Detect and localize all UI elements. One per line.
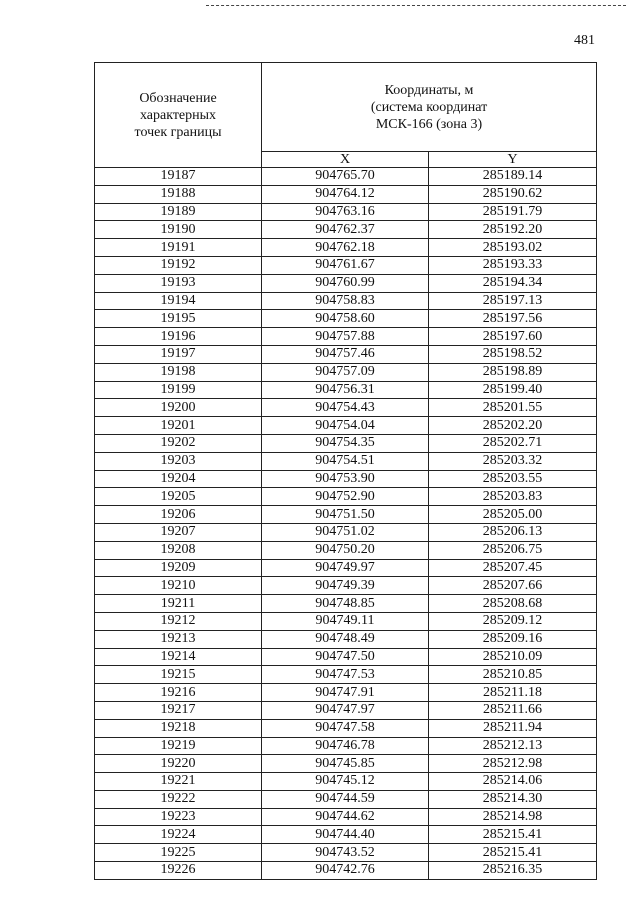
- y-coordinate-cell: 285194.34: [429, 274, 597, 292]
- y-coordinate-cell: 285203.32: [429, 452, 597, 470]
- y-coordinate-cell: 285210.09: [429, 648, 597, 666]
- table-row: [95, 541, 597, 559]
- table-row: [95, 274, 597, 292]
- point-id-cell: 19208: [95, 541, 262, 559]
- point-id-cell: 19189: [95, 203, 262, 221]
- points-header-line: характерных: [139, 107, 217, 123]
- y-coordinate-cell: 285211.18: [429, 684, 597, 702]
- table-row: [95, 595, 597, 613]
- table-row: [95, 648, 597, 666]
- point-id-cell: 19219: [95, 737, 262, 755]
- y-coordinate-cell: 285190.62: [429, 185, 597, 203]
- x-coordinate-cell: 904762.18: [262, 239, 429, 257]
- coordinates-header-line: Координаты, м: [384, 82, 474, 98]
- table-row: [95, 452, 597, 470]
- table-row: [95, 434, 597, 452]
- table-row: [95, 577, 597, 595]
- table-row: [95, 773, 597, 791]
- x-coordinate-cell: 904757.09: [262, 363, 429, 381]
- x-coordinate-cell: 904747.91: [262, 684, 429, 702]
- top-dashed-rule: [206, 5, 626, 6]
- x-coordinate-cell: 904756.31: [262, 381, 429, 399]
- x-coordinate-cell: 904754.04: [262, 417, 429, 435]
- x-coordinate-cell: 904749.39: [262, 577, 429, 595]
- point-id-cell: 19198: [95, 363, 262, 381]
- y-coordinate-cell: 285202.20: [429, 417, 597, 435]
- y-coordinate-cell: 285203.83: [429, 488, 597, 506]
- point-id-cell: 19220: [95, 755, 262, 773]
- table-row: [95, 310, 597, 328]
- y-coordinate-cell: 285199.40: [429, 381, 597, 399]
- point-id-cell: 19209: [95, 559, 262, 577]
- y-coordinate-cell: 285210.85: [429, 666, 597, 684]
- y-coordinate-cell: 285201.55: [429, 399, 597, 417]
- y-coordinate-cell: 285212.98: [429, 755, 597, 773]
- x-coordinate-cell: 904754.51: [262, 452, 429, 470]
- y-coordinate-cell: 285193.33: [429, 256, 597, 274]
- table-row: [95, 559, 597, 577]
- table-row: [95, 328, 597, 346]
- y-coordinate-cell: 285197.56: [429, 310, 597, 328]
- x-coordinate-cell: 904742.76: [262, 862, 429, 880]
- y-coordinate-cell: 285192.20: [429, 221, 597, 239]
- point-id-cell: 19187: [95, 168, 262, 186]
- y-coordinate-cell: 285214.30: [429, 790, 597, 808]
- y-coordinate-cell: 285205.00: [429, 506, 597, 524]
- y-coordinate-cell: 285191.79: [429, 203, 597, 221]
- point-id-cell: 19214: [95, 648, 262, 666]
- point-id-cell: 19203: [95, 452, 262, 470]
- y-coordinate-cell: 285211.94: [429, 719, 597, 737]
- x-coordinate-cell: 904749.97: [262, 559, 429, 577]
- table-row: [95, 862, 597, 880]
- y-coordinate-cell: 285212.13: [429, 737, 597, 755]
- point-id-cell: 19218: [95, 719, 262, 737]
- point-id-cell: 19223: [95, 808, 262, 826]
- x-coordinate-cell: 904747.50: [262, 648, 429, 666]
- table-row: [95, 363, 597, 381]
- table-row: [95, 417, 597, 435]
- x-coordinate-cell: 904752.90: [262, 488, 429, 506]
- y-coordinate-cell: 285216.35: [429, 862, 597, 880]
- point-id-cell: 19205: [95, 488, 262, 506]
- table-row: [95, 666, 597, 684]
- table-row: [95, 790, 597, 808]
- x-coordinate-cell: 904743.52: [262, 844, 429, 862]
- y-coordinate-cell: 285202.71: [429, 434, 597, 452]
- y-coordinate-cell: 285208.68: [429, 595, 597, 613]
- coordinates-header-line: (система координат: [370, 99, 488, 115]
- y-coordinate-cell: 285198.52: [429, 345, 597, 363]
- x-coordinate-cell: 904753.90: [262, 470, 429, 488]
- coordinates-column-header: [262, 63, 597, 152]
- table-row: [95, 256, 597, 274]
- point-id-cell: 19206: [95, 506, 262, 524]
- x-coordinate-cell: 904764.12: [262, 185, 429, 203]
- point-id-cell: 19224: [95, 826, 262, 844]
- point-id-cell: 19217: [95, 701, 262, 719]
- table-row: [95, 239, 597, 257]
- point-id-cell: 19212: [95, 612, 262, 630]
- x-coordinate-cell: 904754.43: [262, 399, 429, 417]
- x-coordinate-cell: 904762.37: [262, 221, 429, 239]
- point-id-cell: 19197: [95, 345, 262, 363]
- table-row: [95, 523, 597, 541]
- point-id-cell: 19200: [95, 399, 262, 417]
- x-coordinate-cell: 904750.20: [262, 541, 429, 559]
- point-id-cell: 19210: [95, 577, 262, 595]
- point-id-cell: 19207: [95, 523, 262, 541]
- y-coordinate-cell: 285207.45: [429, 559, 597, 577]
- y-coordinate-cell: 285197.60: [429, 328, 597, 346]
- y-coordinate-cell: 285209.16: [429, 630, 597, 648]
- x-coordinate-cell: 904754.35: [262, 434, 429, 452]
- point-id-cell: 19226: [95, 862, 262, 880]
- table-row: [95, 168, 597, 186]
- point-id-cell: 19225: [95, 844, 262, 862]
- table-row: [95, 630, 597, 648]
- y-column-header: Y: [429, 152, 597, 168]
- y-coordinate-cell: 285214.06: [429, 773, 597, 791]
- table-row: [95, 755, 597, 773]
- coordinates-table: [94, 62, 597, 880]
- points-column-header: [95, 63, 262, 168]
- x-coordinate-cell: 904746.78: [262, 737, 429, 755]
- point-id-cell: 19188: [95, 185, 262, 203]
- table-body: [95, 168, 597, 880]
- x-column-header: X: [262, 152, 429, 168]
- table-row: [95, 470, 597, 488]
- table-row: [95, 719, 597, 737]
- y-coordinate-cell: 285203.55: [429, 470, 597, 488]
- point-id-cell: 19199: [95, 381, 262, 399]
- table-row: [95, 221, 597, 239]
- x-coordinate-cell: 904761.67: [262, 256, 429, 274]
- table-row: [95, 844, 597, 862]
- table-row: [95, 381, 597, 399]
- point-id-cell: 19194: [95, 292, 262, 310]
- y-coordinate-cell: 285215.41: [429, 844, 597, 862]
- point-id-cell: 19211: [95, 595, 262, 613]
- table-row: [95, 488, 597, 506]
- x-coordinate-cell: 904758.60: [262, 310, 429, 328]
- point-id-cell: 19216: [95, 684, 262, 702]
- point-id-cell: 19204: [95, 470, 262, 488]
- x-coordinate-cell: 904763.16: [262, 203, 429, 221]
- y-coordinate-cell: 285214.98: [429, 808, 597, 826]
- y-coordinate-cell: 285215.41: [429, 826, 597, 844]
- x-coordinate-cell: 904748.49: [262, 630, 429, 648]
- y-coordinate-cell: 285193.02: [429, 239, 597, 257]
- x-coordinate-cell: 904757.46: [262, 345, 429, 363]
- table-row: [95, 506, 597, 524]
- x-coordinate-cell: 904749.11: [262, 612, 429, 630]
- table-row: [95, 399, 597, 417]
- x-coordinate-cell: 904751.02: [262, 523, 429, 541]
- table-row: [95, 737, 597, 755]
- table-row: [95, 292, 597, 310]
- point-id-cell: 19193: [95, 274, 262, 292]
- y-coordinate-cell: 285209.12: [429, 612, 597, 630]
- point-id-cell: 19221: [95, 773, 262, 791]
- x-coordinate-cell: 904757.88: [262, 328, 429, 346]
- coordinates-header-line: МСК-166 (зона 3): [375, 116, 483, 132]
- table-header: [95, 63, 597, 168]
- y-coordinate-cell: 285197.13: [429, 292, 597, 310]
- x-coordinate-cell: 904744.40: [262, 826, 429, 844]
- point-id-cell: 19215: [95, 666, 262, 684]
- table-row: [95, 185, 597, 203]
- x-coordinate-cell: 904760.99: [262, 274, 429, 292]
- x-coordinate-cell: 904748.85: [262, 595, 429, 613]
- table-row: [95, 345, 597, 363]
- x-coordinate-cell: 904747.97: [262, 701, 429, 719]
- point-id-cell: 19201: [95, 417, 262, 435]
- point-id-cell: 19222: [95, 790, 262, 808]
- page-number: 481: [574, 33, 595, 48]
- x-coordinate-cell: 904745.12: [262, 773, 429, 791]
- point-id-cell: 19195: [95, 310, 262, 328]
- table-row: [95, 701, 597, 719]
- table-row: [95, 203, 597, 221]
- x-coordinate-cell: 904758.83: [262, 292, 429, 310]
- table-row: [95, 612, 597, 630]
- y-coordinate-cell: 285206.13: [429, 523, 597, 541]
- y-coordinate-cell: 285207.66: [429, 577, 597, 595]
- x-coordinate-cell: 904744.62: [262, 808, 429, 826]
- table-row: [95, 826, 597, 844]
- point-id-cell: 19196: [95, 328, 262, 346]
- point-id-cell: 19190: [95, 221, 262, 239]
- table-row: [95, 684, 597, 702]
- point-id-cell: 19191: [95, 239, 262, 257]
- point-id-cell: 19202: [95, 434, 262, 452]
- x-coordinate-cell: 904765.70: [262, 168, 429, 186]
- point-id-cell: 19213: [95, 630, 262, 648]
- y-coordinate-cell: 285189.14: [429, 168, 597, 186]
- x-coordinate-cell: 904745.85: [262, 755, 429, 773]
- x-coordinate-cell: 904751.50: [262, 506, 429, 524]
- x-coordinate-cell: 904744.59: [262, 790, 429, 808]
- y-coordinate-cell: 285211.66: [429, 701, 597, 719]
- x-coordinate-cell: 904747.58: [262, 719, 429, 737]
- table-row: [95, 808, 597, 826]
- y-coordinate-cell: 285206.75: [429, 541, 597, 559]
- points-header-line: точек границы: [134, 124, 222, 140]
- point-id-cell: 19192: [95, 256, 262, 274]
- points-header-line: Обозначение: [139, 90, 217, 106]
- y-coordinate-cell: 285198.89: [429, 363, 597, 381]
- x-coordinate-cell: 904747.53: [262, 666, 429, 684]
